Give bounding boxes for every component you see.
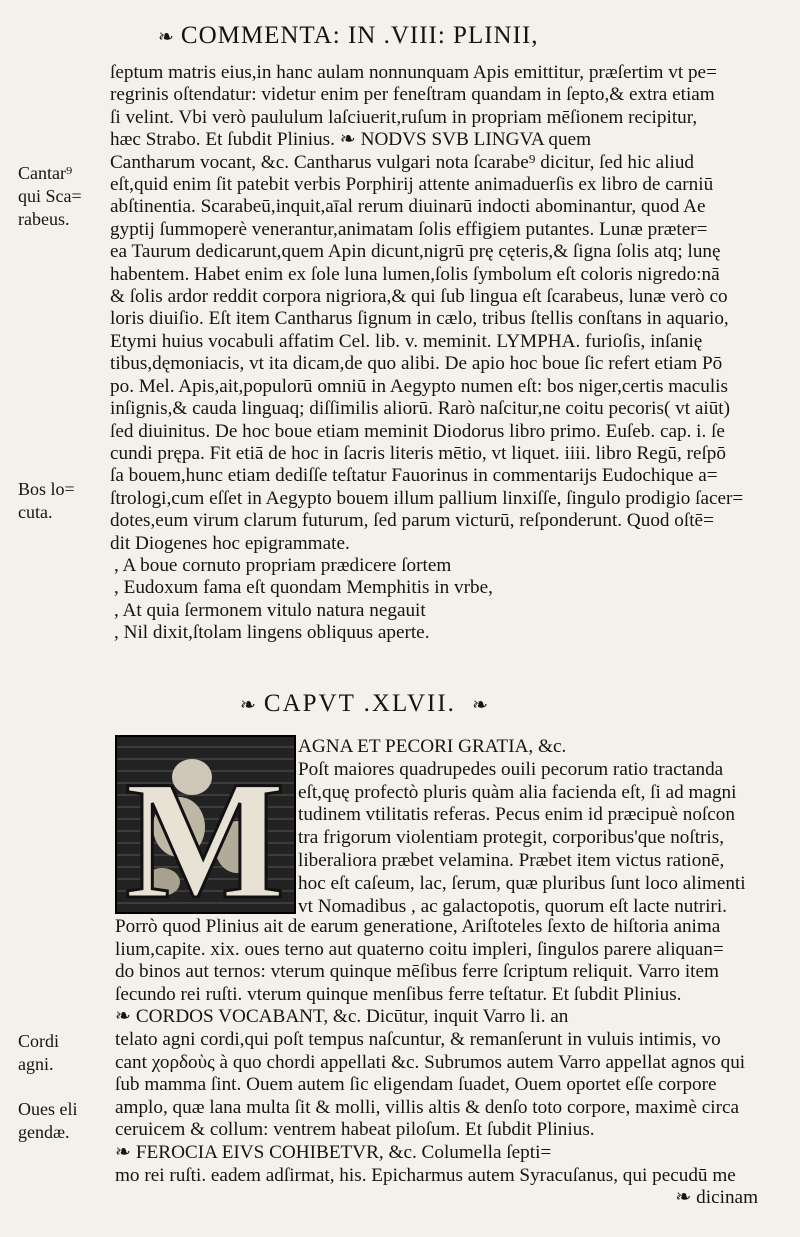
commentary-paragraph — [110, 62, 758, 555]
text-line: ſtrologi,cum eſſet in Aegypto bouem illum pallium linxiſſe, ſingulo prodigio ſacer= — [110, 487, 744, 509]
margin-note-line: agni. — [18, 1054, 54, 1074]
text-line: abſtinentia. Scarabeū,inquit,aīal rerum diuinarū indocti abominantur, quod Ae — [110, 196, 706, 218]
text-line: mo rei ruſti. eadem adſirmat, his. Epicharmus autem Syracuſanus, qui pecudū me — [115, 1164, 736, 1186]
margin-note-line: qui Sca= — [18, 186, 82, 206]
text-line: hoc eſt caſeum, lac, ſerum, quæ pluribus ſunt loco alimenti — [298, 872, 746, 894]
text-line: cant χορδοὺς à quo chordi appellati &c. Subrumos autem Varro appellat agnos qui — [115, 1051, 746, 1073]
text-line: ea Taurum dedicarunt,quem Apin dicunt,nigrū prę cęteris,& ſigna ſolis atq; lunę — [110, 241, 721, 263]
text-line: gyptij ſummoperè venerantur,animatam ſolis effigiem putantes. Lunæ præter= — [110, 218, 708, 240]
text-line: ſeptum matris eius,in hanc aulam nonnunquam Apis emittitur, præſertim vt pe= — [110, 62, 717, 83]
text-line: Poſt maiores quadrupedes ouili pecorum ratio tractanda — [298, 758, 724, 780]
text-line: amplo, quæ lana multa ſit & molli, villis altis & denſo toto corpore, maximè circa — [115, 1096, 740, 1118]
chapter-title: CAPVT .XLVII. — [263, 690, 456, 717]
verse-line: , Eudoxum fama eſt quondam Memphitis in vrbe, — [114, 577, 493, 599]
text-line: telato agni cordi,qui poſt tempus naſcuntur, & remanſerunt in vuluis intimis, vo — [115, 1028, 721, 1050]
text-line: lium,capite. xix. oues terno aut quaterno coitu impleri, ſingulos parere aliquan= — [115, 938, 724, 960]
verse-line: , At quia ſermonem vitulo natura negauit — [114, 599, 426, 621]
text-line: cundi prępa. Fit etiā de hoc in ſacris literis mētio, vt liquet. iiii. libro Regū, reſpō — [110, 442, 726, 464]
text-line: ſub mamma ſint. Ouem autem ſic eligendam ſuadet, Ouem oportet eſſe corpore — [115, 1074, 717, 1096]
text-line: po. Mel. Apis,ait,populorū omniū in Aegypto numen eſt: bos niger,certis maculis — [110, 375, 728, 397]
epigram-verse — [110, 555, 758, 645]
margin-note-line: gendæ. — [18, 1122, 70, 1142]
margin-note-line: Cordi — [18, 1031, 60, 1051]
text-line: & ſolis ardor reddit corpora nigriora,& qui ſub lingua eſt ſcarabeus, lunæ verò co — [110, 286, 728, 308]
text-line: vt Nomadibus , ac galactopotis, quorum eſt lacte nutriri. — [298, 895, 727, 917]
fleuron-icon: ❧ — [158, 27, 175, 48]
margin-note-line: Cantar⁹ — [18, 163, 73, 183]
margin-note-cordi-agni — [18, 1030, 106, 1076]
text-line: dotes,eum virum clarum futurum, ſed parum victurū, reſponderunt. Quod oſtē= — [110, 510, 714, 532]
margin-note-line: rabeus. — [18, 209, 70, 229]
catchword-line: ❧ dicinam — [675, 1187, 758, 1209]
text-line: ❧ CORDOS VOCABANT, &c. Dicūtur, inquit Varro li. an — [115, 1006, 569, 1028]
margin-note-line: cuta. — [18, 502, 53, 522]
text-line: do binos aut ternos: vterum quinque mēſibus ferre ſcriptum reliquit. Varro item — [115, 961, 719, 983]
text-line: inſignis,& cauda linguaq; diſſimilis aliorū. Rarò naſcitur,ne coitu pecoris( vt aiūt) — [110, 398, 731, 420]
main-text-block — [110, 62, 758, 645]
text-line: habentem. Habet enim ex ſole luna lumen,ſolis ſymbolum eſt coloris nigredo:nā — [110, 263, 720, 285]
text-line: tibus,dęmoniacis, vt ita dicam,de quo alibi. De apio hoc boue ſic refert etiam Pō — [110, 353, 723, 375]
text-line: eſt,quid enim ſit patebit verbis Porphirij attente animaduerſis ex libro de carniū — [110, 174, 714, 196]
header-title: COMMENTA: IN .VIII: PLINII, — [180, 22, 539, 49]
fleuron-icon: ❧ — [472, 695, 491, 716]
text-line: ſecundo rei ruſti. vterum quinque menſibus ferre teſtatur. Et ſubdit Plinius. — [115, 983, 682, 1005]
running-header — [158, 22, 728, 50]
chapter-continuation-text — [115, 916, 758, 1210]
margin-note-line: Oues eli — [18, 1099, 78, 1119]
text-line: ſa bouem,hunc etiam dediſſe teſtatur Fauorinus in commentarijs Eudochique a= — [110, 465, 718, 487]
text-line: loris diuiſio. Eſt item Cantharus ſignum in cælo, tribus ſtellis conſtans in aquario, — [110, 308, 729, 330]
verse-line: , A boue cornuto propriam prædicere ſortem — [114, 554, 452, 576]
text-line: tra frigorum violentiam protegit, corporibus'que noſtris, — [298, 827, 725, 849]
text-line: Etymi huius vocabuli affatim Cel. lib. v. meminit. LYMPHA. furioſis, inſanię — [110, 330, 703, 352]
margin-note-line: Bos lo= — [18, 479, 75, 499]
text-line: Porrò quod Plinius ait de earum generatione, Ariſtoteles ſexto de hiſtoria anima — [115, 916, 721, 937]
text-line: liberaliora præbet velamina. Præbet item victus rationē, — [298, 849, 725, 871]
fleuron-icon: ❧ — [240, 695, 258, 716]
chapter-opening-text — [298, 736, 758, 918]
margin-note-oues-eligendae — [18, 1098, 106, 1144]
woodcut-initial-illustration — [117, 737, 294, 912]
verse-line: , Nil dixit,ſtolam lingens obliquus aperte. — [114, 622, 430, 644]
text-line: ſi velint. Vbi verò paululum laſciuerit,ruſum in propriam mēſionem recipitur, — [110, 106, 698, 128]
initial-letter: M — [124, 746, 286, 912]
text-line: dit Diogenes hoc epigrammate. — [110, 532, 350, 554]
margin-note-bos-locuta — [18, 478, 106, 524]
text-line: eſt,quę profectò pluris quàm alia facienda eſt, ſi ad magni — [298, 781, 737, 803]
text-line: ceruicem & collum: ventrem habeat piloſum. Et ſubdit Plinius. — [115, 1119, 595, 1141]
text-line: ❧ FEROCIA EIVS COHIBETVR, &c. Columella ſepti= — [115, 1141, 552, 1163]
text-line: AGNA ET PECORI GRATIA, &c. — [298, 736, 567, 757]
text-line: tudinem vtilitatis referas. Pecus enim id præcipuè noſcon — [298, 804, 735, 826]
decorated-initial-m — [115, 735, 296, 914]
chapter-heading — [240, 690, 496, 718]
text-line: hæc Strabo. Et ſubdit Plinius. ❧ NODVS SVB LINGVA quem — [110, 129, 592, 151]
text-line: regrinis oſtendatur: videtur enim per feneſtram quandam in ſepto,& extra etiam — [110, 84, 715, 106]
text-line: Cantharum vocant, &c. Cantharus vulgari nota ſcarabe⁹ dicitur, ſed hic aliud — [110, 151, 695, 173]
margin-note-cantharus — [18, 162, 106, 231]
text-line: ſed diuinitus. De hoc boue etiam meminit Diodorus libro primo. Euſeb. cap. i. ſe — [110, 420, 725, 442]
